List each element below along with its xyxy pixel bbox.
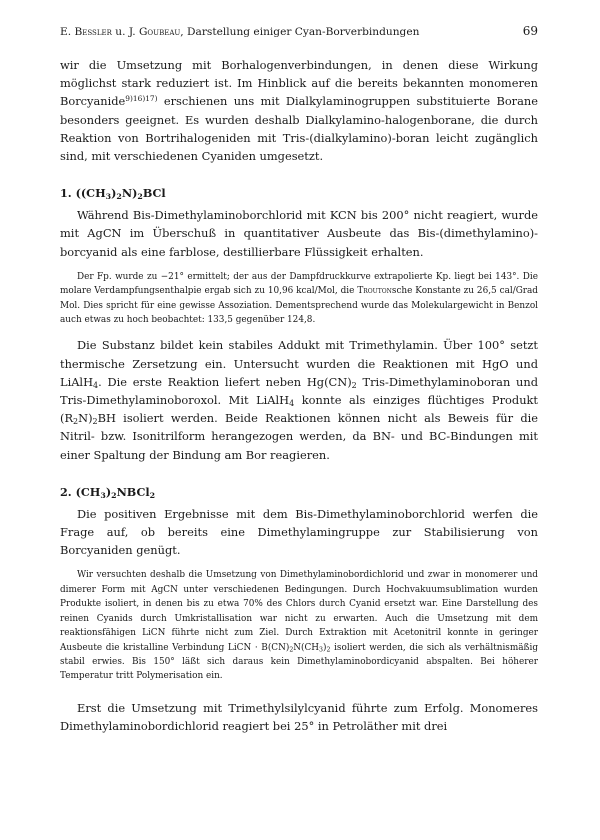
header-citation xyxy=(60,26,419,38)
section-2-number: 2. xyxy=(60,484,72,499)
formula-subscript: 2 xyxy=(289,646,294,654)
section-1-paragraph-1: Während Bis-Dimethylaminoborchlorid mit KCN bis 200° nicht reagiert, wurde mit AgCN im Überschuß in quantitativer Ausbeute das Bis-(dimethylamino)-borcyanid als eine farblose, destillierbare Flüssigkeit erhalten. xyxy=(60,208,538,259)
section-2-heading xyxy=(60,485,538,499)
paragraph-text: N) xyxy=(78,411,93,426)
note-text: Der Fp. wurde zu −21° ermittelt; der aus der Dampfdruckkurve extrapolierte Kp. liegt bei 143°. Die molare Verdampfungsenthalpie ergab sich zu 10,96 kcal/Mol, die xyxy=(60,271,538,297)
section-1-formula xyxy=(72,186,166,200)
intro-paragraph xyxy=(60,56,538,165)
header-title: , Darstellung einiger Cyan-Borverbindungen xyxy=(180,26,420,38)
intro-text-2: erschienen uns mit Dialkylaminogruppen substituierte Borane besonders geeignet. Es wurden deshalb Dialkylamino-halogenborane, die durch Reaktion von Bortrihalogeniden mit Tris-(dialkylamino)-boran leicht zugänglich sind, mit verschiedenen Cyaniden umgesetzt. xyxy=(60,94,538,164)
formula-part: (CH xyxy=(71,484,101,499)
formula-subscript: 2 xyxy=(326,646,331,654)
header-author-1: E. Bessler xyxy=(60,26,112,38)
running-header xyxy=(60,24,538,38)
formula-subscript: 2 xyxy=(351,380,357,390)
note-text: Wir versuchten deshalb die Umsetzung von Dimethylaminobordichlorid und zwar in monomerer und dimerer Form mit AgCN unter verschiedenen Bedingungen. Durch Hochvakuumsublimation wurden Produkte isoliert, in denen bis zu etwa 70% des Chlors durch Cyanid ersetzt war. Eine Darstellung des reinen Cyanids durch Umkristallisation war nicht zu erwarten. Auch die Umsetzung mit dem reaktionsfähigen LiCN führte nicht zum Ziel. Durch Extraktion mit Acetonitril konnte in geringer Ausbeute die kristalline Verbindung LiCN · B(CN) xyxy=(60,570,538,653)
page-number: 69 xyxy=(522,24,538,38)
section-2-paragraph-1: Die positiven Ergebnisse mit dem Bis-Dimethylaminoborchlorid werfen die Frage auf, ob bereits eine Dimethylamingruppe zur Stabilisierung von Borcyaniden genügt. xyxy=(60,506,538,558)
section-1-number: 1. xyxy=(60,186,72,201)
formula-part: ((CH xyxy=(71,186,106,201)
note-name: Trouton xyxy=(357,286,392,297)
paragraph-text: . Die erste Reaktion liefert neben Hg(CN) xyxy=(98,374,352,389)
paragraph-text: Tris-Dimethylaminoboran und Tris-Dimethylaminoboroxol. Mit LiAlH xyxy=(60,374,539,408)
formula-subscript: 4 xyxy=(289,399,295,409)
formula-subscript: 2 xyxy=(73,417,79,427)
formula-subscript: 2 xyxy=(137,192,143,202)
formula-subscript: 3 xyxy=(100,490,106,500)
paragraph-text: konnte als einziges flüchtiges Produkt (R xyxy=(60,393,539,426)
paragraph-text: Die Substanz bildet kein stabiles Addukt mit Trimethylamin. Über 100° setzt thermische Zersetzung ein. Untersucht wurden die Reaktionen mit HgO und LiAlH xyxy=(60,338,538,389)
formula-part: NBCl xyxy=(116,484,150,499)
section-2-paragraph-2: Erst die Umsetzung mit Trimethylsilylcyanid führte zum Erfolg. Monomeres Dimethylaminobordichlorid reagiert bei 25° in Petroläther mit drei xyxy=(60,700,538,733)
section-2-note xyxy=(60,568,538,683)
intro-text-1: wir die Umsetzung mit Borhalogenverbindungen, in denen diese Wirkung möglichst stark reduziert ist. Im Hinblick auf die bereits bekannten monomeren Borcyanide xyxy=(60,58,538,109)
formula-subscript: 4 xyxy=(93,380,99,390)
section-1-note xyxy=(60,270,538,328)
page xyxy=(60,24,538,735)
formula-part: ) xyxy=(105,484,112,499)
formula-subscript: 3 xyxy=(319,646,324,654)
section-1-heading xyxy=(60,186,538,200)
formula-subscript: 2 xyxy=(92,417,98,427)
note-text: isoliert werden, die sich als verhältnismäßig stabil erwies. Bis 150° läßt sich daraus kein Dimethylaminobordicyanid abspalten. Bei höherer Temperatur tritt Polymerisation ein. xyxy=(60,642,539,682)
formula-subscript: 2 xyxy=(149,490,156,500)
paragraph-text: BH isoliert werden. Beide Reaktionen können nicht als Beweis für die Nitril- bzw. Isonitrilform herangezogen werden, da BN- und BC-Bindungen mit einer Spaltung der Bindung am Bor reagieren. xyxy=(60,411,538,462)
section-1-paragraph-2 xyxy=(60,336,538,463)
note-text: ) xyxy=(323,642,327,653)
formula-subscript: 2 xyxy=(116,192,122,202)
note-text: sche Konstante zu 26,5 cal/Grad Mol. Dies spricht für eine gewisse Assoziation. Dementsprechend wurde das Molekulargewicht in Benzol auch etwas zu hoch beobachtet: 133,5 gegenüber 124,8. xyxy=(60,286,538,326)
note-text: N(CH xyxy=(293,642,320,653)
formula-part: BCl xyxy=(142,186,166,201)
formula-part: ) xyxy=(111,186,117,201)
formula-subscript: 2 xyxy=(111,490,117,500)
header-author-2: J. Goubeau xyxy=(128,26,181,38)
header-connector: u. xyxy=(111,26,129,38)
section-2-formula xyxy=(72,485,155,499)
formula-subscript: 3 xyxy=(105,192,112,202)
formula-part: N) xyxy=(121,186,138,201)
intro-references: 9)16)17) xyxy=(125,94,158,104)
